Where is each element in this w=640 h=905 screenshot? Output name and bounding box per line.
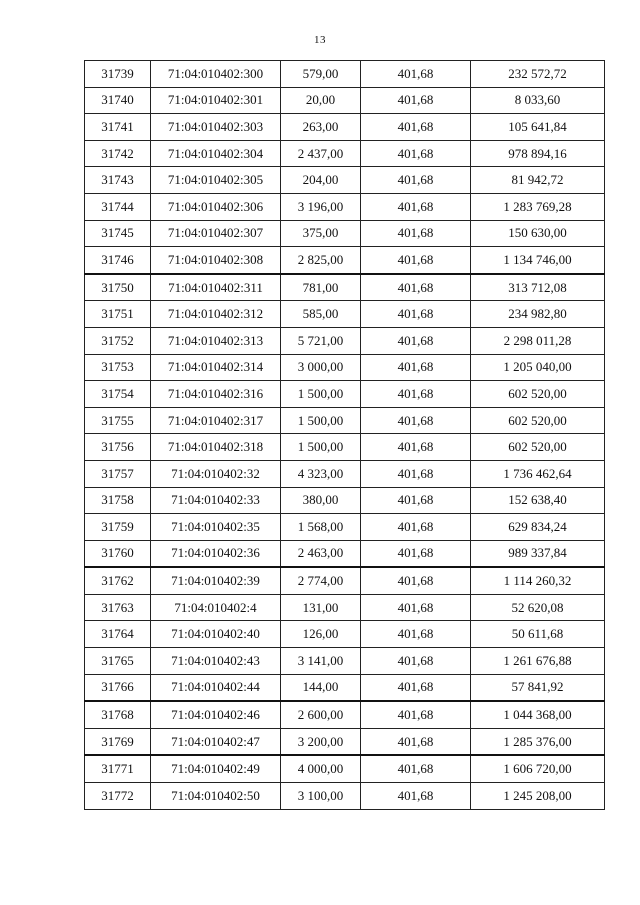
cadastral-number-cell: 71:04:010402:304 [151, 140, 281, 167]
rate-cell: 401,68 [361, 755, 471, 782]
row-number-cell: 31768 [85, 701, 151, 728]
cadastral-value-cell: 234 982,80 [471, 301, 605, 328]
rate-cell: 401,68 [361, 434, 471, 461]
row-number-cell: 31764 [85, 621, 151, 648]
row-number-cell: 31769 [85, 728, 151, 755]
cadastral-value-cell: 1 736 462,64 [471, 460, 605, 487]
area-cell: 380,00 [281, 487, 361, 514]
table-row [85, 755, 605, 782]
cadastral-number-cell: 71:04:010402:33 [151, 487, 281, 514]
area-cell: 3 141,00 [281, 648, 361, 675]
cadastral-value-cell: 629 834,24 [471, 514, 605, 541]
cadastral-number-cell: 71:04:010402:46 [151, 701, 281, 728]
area-cell: 2 774,00 [281, 567, 361, 594]
table-row [85, 61, 605, 88]
row-number-cell: 31750 [85, 274, 151, 301]
cadastral-value-cell: 2 298 011,28 [471, 327, 605, 354]
row-number-cell: 31756 [85, 434, 151, 461]
table-row [85, 460, 605, 487]
table-row [85, 783, 605, 810]
rate-cell: 401,68 [361, 247, 471, 274]
cadastral-value-table [84, 60, 605, 810]
cadastral-number-cell: 71:04:010402:308 [151, 247, 281, 274]
row-number-cell: 31740 [85, 87, 151, 114]
area-cell: 781,00 [281, 274, 361, 301]
cadastral-value-cell: 150 630,00 [471, 220, 605, 247]
table-row [85, 674, 605, 701]
table-row [85, 540, 605, 567]
rate-cell: 401,68 [361, 514, 471, 541]
table-row [85, 274, 605, 301]
area-cell: 204,00 [281, 167, 361, 194]
cadastral-value-cell: 81 942,72 [471, 167, 605, 194]
cadastral-number-cell: 71:04:010402:301 [151, 87, 281, 114]
cadastral-value-cell: 602 520,00 [471, 381, 605, 408]
rate-cell: 401,68 [361, 487, 471, 514]
cadastral-value-cell: 8 033,60 [471, 87, 605, 114]
cadastral-number-cell: 71:04:010402:47 [151, 728, 281, 755]
cadastral-value-cell: 602 520,00 [471, 407, 605, 434]
cadastral-value-cell: 105 641,84 [471, 114, 605, 141]
table-body [85, 61, 605, 810]
table-row [85, 327, 605, 354]
rate-cell: 401,68 [361, 540, 471, 567]
rate-cell: 401,68 [361, 167, 471, 194]
cadastral-number-cell: 71:04:010402:4 [151, 594, 281, 621]
cadastral-value-cell: 978 894,16 [471, 140, 605, 167]
area-cell: 375,00 [281, 220, 361, 247]
rate-cell: 401,68 [361, 140, 471, 167]
area-cell: 1 500,00 [281, 407, 361, 434]
rate-cell: 401,68 [361, 407, 471, 434]
row-number-cell: 31763 [85, 594, 151, 621]
area-cell: 1 500,00 [281, 434, 361, 461]
table-row [85, 140, 605, 167]
cadastral-number-cell: 71:04:010402:314 [151, 354, 281, 381]
area-cell: 3 000,00 [281, 354, 361, 381]
row-number-cell: 31751 [85, 301, 151, 328]
row-number-cell: 31757 [85, 460, 151, 487]
cadastral-value-cell: 1 261 676,88 [471, 648, 605, 675]
area-cell: 3 100,00 [281, 783, 361, 810]
row-number-cell: 31739 [85, 61, 151, 88]
rate-cell: 401,68 [361, 648, 471, 675]
row-number-cell: 31752 [85, 327, 151, 354]
table-row [85, 220, 605, 247]
rate-cell: 401,68 [361, 567, 471, 594]
cadastral-value-cell: 232 572,72 [471, 61, 605, 88]
rate-cell: 401,68 [361, 114, 471, 141]
cadastral-value-cell: 1 283 769,28 [471, 193, 605, 220]
row-number-cell: 31765 [85, 648, 151, 675]
cadastral-number-cell: 71:04:010402:35 [151, 514, 281, 541]
row-number-cell: 31762 [85, 567, 151, 594]
area-cell: 263,00 [281, 114, 361, 141]
area-cell: 2 825,00 [281, 247, 361, 274]
table-row [85, 167, 605, 194]
cadastral-value-cell: 989 337,84 [471, 540, 605, 567]
area-cell: 4 323,00 [281, 460, 361, 487]
cadastral-value-cell: 57 841,92 [471, 674, 605, 701]
table-row [85, 514, 605, 541]
rate-cell: 401,68 [361, 274, 471, 301]
cadastral-value-cell: 1 205 040,00 [471, 354, 605, 381]
area-cell: 20,00 [281, 87, 361, 114]
cadastral-number-cell: 71:04:010402:311 [151, 274, 281, 301]
area-cell: 131,00 [281, 594, 361, 621]
row-number-cell: 31743 [85, 167, 151, 194]
row-number-cell: 31758 [85, 487, 151, 514]
cadastral-value-cell: 152 638,40 [471, 487, 605, 514]
rate-cell: 401,68 [361, 354, 471, 381]
row-number-cell: 31746 [85, 247, 151, 274]
rate-cell: 401,68 [361, 220, 471, 247]
row-number-cell: 31759 [85, 514, 151, 541]
page-number: 13 [314, 34, 326, 46]
table-row [85, 87, 605, 114]
cadastral-number-cell: 71:04:010402:307 [151, 220, 281, 247]
row-number-cell: 31771 [85, 755, 151, 782]
area-cell: 2 600,00 [281, 701, 361, 728]
area-cell: 5 721,00 [281, 327, 361, 354]
cadastral-value-cell: 602 520,00 [471, 434, 605, 461]
cadastral-value-cell: 313 712,08 [471, 274, 605, 301]
rate-cell: 401,68 [361, 674, 471, 701]
table-row [85, 701, 605, 728]
area-cell: 1 500,00 [281, 381, 361, 408]
row-number-cell: 31741 [85, 114, 151, 141]
table-row [85, 487, 605, 514]
row-number-cell: 31753 [85, 354, 151, 381]
area-cell: 126,00 [281, 621, 361, 648]
cadastral-number-cell: 71:04:010402:318 [151, 434, 281, 461]
table-row [85, 728, 605, 755]
cadastral-number-cell: 71:04:010402:40 [151, 621, 281, 648]
rate-cell: 401,68 [361, 193, 471, 220]
rate-cell: 401,68 [361, 87, 471, 114]
table-row [85, 567, 605, 594]
cadastral-number-cell: 71:04:010402:313 [151, 327, 281, 354]
table-row [85, 301, 605, 328]
cadastral-value-cell: 1 606 720,00 [471, 755, 605, 782]
table-row [85, 247, 605, 274]
rate-cell: 401,68 [361, 783, 471, 810]
area-cell: 3 200,00 [281, 728, 361, 755]
cadastral-value-cell: 50 611,68 [471, 621, 605, 648]
cadastral-number-cell: 71:04:010402:43 [151, 648, 281, 675]
cadastral-value-cell: 1 134 746,00 [471, 247, 605, 274]
row-number-cell: 31754 [85, 381, 151, 408]
rate-cell: 401,68 [361, 621, 471, 648]
cadastral-number-cell: 71:04:010402:316 [151, 381, 281, 408]
area-cell: 2 463,00 [281, 540, 361, 567]
row-number-cell: 31760 [85, 540, 151, 567]
cadastral-value-cell: 1 245 208,00 [471, 783, 605, 810]
cadastral-number-cell: 71:04:010402:49 [151, 755, 281, 782]
cadastral-value-cell: 1 285 376,00 [471, 728, 605, 755]
cadastral-number-cell: 71:04:010402:303 [151, 114, 281, 141]
table-row [85, 354, 605, 381]
rate-cell: 401,68 [361, 381, 471, 408]
cadastral-number-cell: 71:04:010402:306 [151, 193, 281, 220]
table-row [85, 193, 605, 220]
area-cell: 3 196,00 [281, 193, 361, 220]
cadastral-value-cell: 1 114 260,32 [471, 567, 605, 594]
cadastral-number-cell: 71:04:010402:317 [151, 407, 281, 434]
rate-cell: 401,68 [361, 301, 471, 328]
rate-cell: 401,68 [361, 327, 471, 354]
cadastral-number-cell: 71:04:010402:32 [151, 460, 281, 487]
rate-cell: 401,68 [361, 460, 471, 487]
cadastral-number-cell: 71:04:010402:36 [151, 540, 281, 567]
row-number-cell: 31744 [85, 193, 151, 220]
rate-cell: 401,68 [361, 594, 471, 621]
table-row [85, 434, 605, 461]
cadastral-value-cell: 1 044 368,00 [471, 701, 605, 728]
rate-cell: 401,68 [361, 61, 471, 88]
row-number-cell: 31772 [85, 783, 151, 810]
row-number-cell: 31742 [85, 140, 151, 167]
area-cell: 585,00 [281, 301, 361, 328]
cadastral-number-cell: 71:04:010402:305 [151, 167, 281, 194]
area-cell: 579,00 [281, 61, 361, 88]
cadastral-number-cell: 71:04:010402:39 [151, 567, 281, 594]
area-cell: 144,00 [281, 674, 361, 701]
table-row [85, 648, 605, 675]
table-row [85, 621, 605, 648]
cadastral-number-cell: 71:04:010402:44 [151, 674, 281, 701]
rate-cell: 401,68 [361, 701, 471, 728]
cadastral-value-cell: 52 620,08 [471, 594, 605, 621]
table-row [85, 594, 605, 621]
rate-cell: 401,68 [361, 728, 471, 755]
cadastral-number-cell: 71:04:010402:300 [151, 61, 281, 88]
area-cell: 2 437,00 [281, 140, 361, 167]
area-cell: 4 000,00 [281, 755, 361, 782]
table-row [85, 381, 605, 408]
row-number-cell: 31745 [85, 220, 151, 247]
cadastral-number-cell: 71:04:010402:312 [151, 301, 281, 328]
table-row [85, 407, 605, 434]
cadastral-number-cell: 71:04:010402:50 [151, 783, 281, 810]
row-number-cell: 31755 [85, 407, 151, 434]
area-cell: 1 568,00 [281, 514, 361, 541]
table-row [85, 114, 605, 141]
row-number-cell: 31766 [85, 674, 151, 701]
